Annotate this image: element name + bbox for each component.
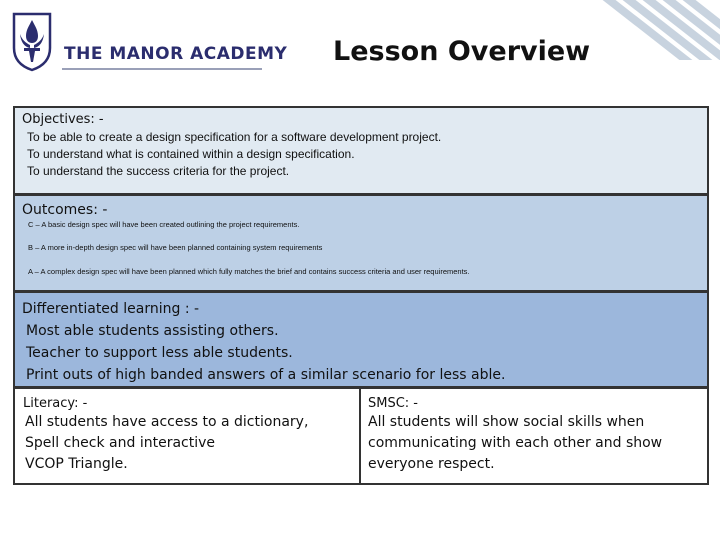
differentiated-list <box>22 298 505 386</box>
list-item: everyone respect. <box>368 456 495 472</box>
list-item: To understand the success criteria for the project. <box>27 164 290 178</box>
differentiated-panel <box>13 291 709 388</box>
list-item: Print outs of high banded answers of a similar scenario for less able. <box>26 367 506 383</box>
list-item: Spell check and interactive <box>25 435 216 451</box>
outcomes-label: Outcomes: - <box>22 202 108 218</box>
literacy-column <box>23 396 363 475</box>
literacy-smsc-panel <box>13 387 709 485</box>
list-item: A – A complex design spec will have been planned which fully matches the brief and contains success criteria and user requirements. <box>28 267 470 276</box>
list-item: Teacher to support less able students. <box>26 345 293 361</box>
objectives-list <box>27 129 441 180</box>
academy-name: THE MANOR ACADEMY <box>64 44 288 64</box>
smsc-column <box>368 396 708 475</box>
list-item: communicating with each other and show <box>368 435 663 451</box>
differentiated-label: Differentiated learning : - <box>22 301 200 317</box>
smsc-label: SMSC: - <box>368 396 419 411</box>
list-item: B – A more in-depth design spec will have been planned containing system requirements <box>28 243 323 252</box>
outcomes-panel <box>13 194 709 292</box>
list-item: Most able students assisting others. <box>26 323 279 339</box>
page-title: Lesson Overview <box>333 36 591 67</box>
academy-crest-icon <box>12 10 52 72</box>
column-divider <box>359 387 361 485</box>
list-item: To be able to create a design specification for a software development project. <box>27 130 442 144</box>
objectives-label: Objectives: - <box>22 112 104 127</box>
list-item: To understand what is contained within a design specification. <box>27 147 355 161</box>
list-item: C – A basic design spec will have been created outlining the project requirements. <box>28 220 300 229</box>
list-item: All students will show social skills when <box>368 414 645 430</box>
list-item: VCOP Triangle. <box>25 456 128 472</box>
objectives-panel <box>13 106 709 195</box>
literacy-label: Literacy: - <box>23 396 88 411</box>
brand-underline <box>62 68 262 70</box>
list-item: All students have access to a dictionary, <box>25 414 309 430</box>
header <box>0 0 720 100</box>
